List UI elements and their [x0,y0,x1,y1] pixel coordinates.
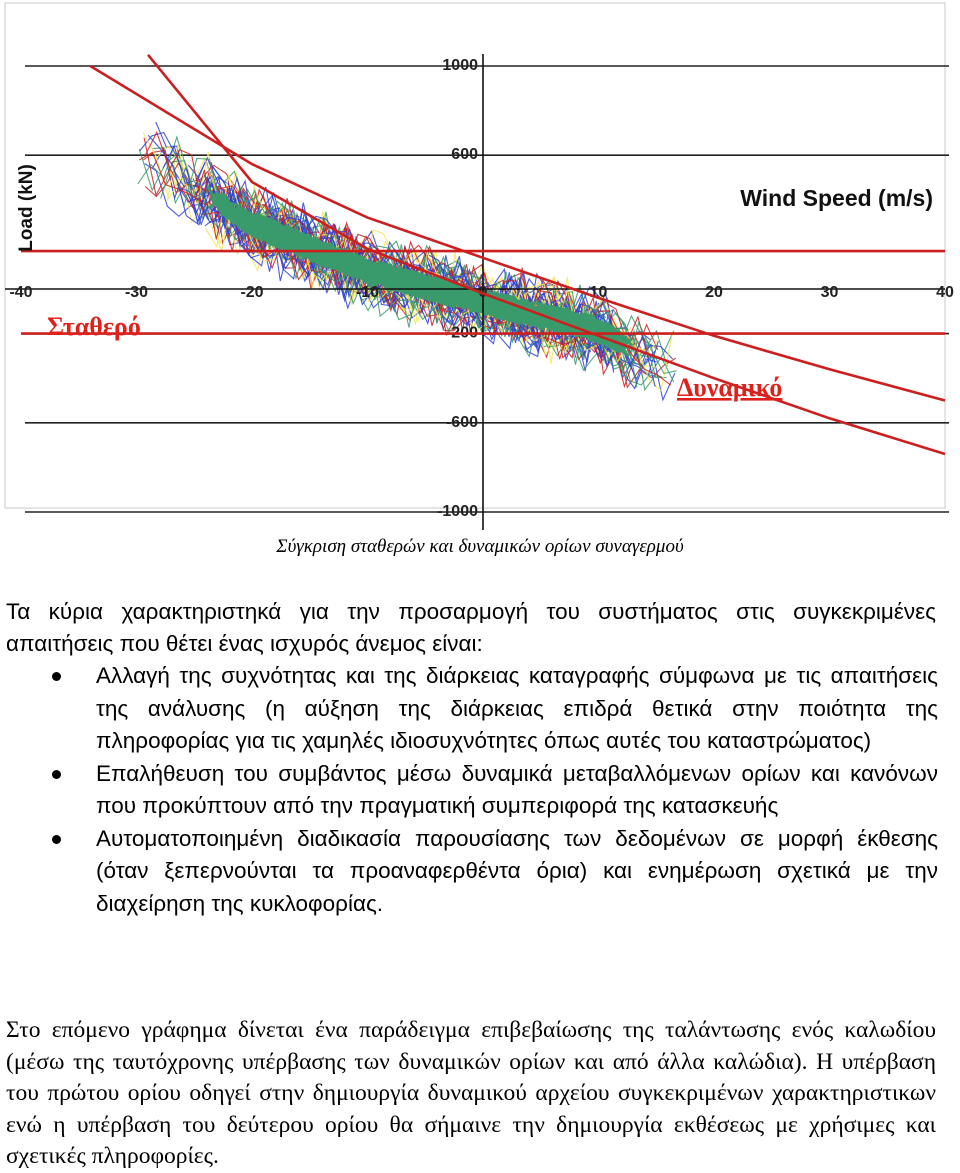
list-item-text: Επαλήθευση του συμβάντος μέσω δυναμικά μεταβαλλόμενων ορίων και κανόνων που προκύπτουν από την πραγματική συμπεριφορά της κατασκευής [96,760,938,818]
y-tick-label: 1000 [442,57,478,74]
bullet-icon [52,672,61,681]
list-item-text: Αυτοματοποιημένη διαδικασία παρουσίασης των δεδομένων σε μορφή έκθεσης (όταν ξεπερνούνται τα προαναφερθέντα όρια) και ενημέρωση σχετικά με την διαχείρηση της κυκλοφορίας. [96,825,938,916]
x-axis-label: Wind Speed (m/s) [740,185,933,211]
chart-canvas [5,3,954,520]
y-tick-label: 600 [451,146,478,164]
y-tick-label: -200 [445,324,478,342]
list-item [0,660,938,758]
x-tick-label: 0 [478,284,488,301]
load-wind-chart [5,3,954,520]
x-tick-label: 30 [820,284,839,301]
x-tick-label: 10 [589,284,608,301]
list-item-text: Αλλαγή της συχνότητας και της διάρκειας καταγραφής σύμφωνα με τις απαιτήσεις της ανάλυσης (η αύξηση της διάρκειας επιδρά θετικά στην ποιότητα της πληροφορίας για τις χαμηλές ιδιοσυχνότητες όπως αυτές του καταστρώματος) [96,663,938,753]
bullet-icon [52,770,61,779]
list-item [0,823,938,921]
x-tick-label: -40 [9,284,33,301]
closing-paragraph: Στο επόμενο γράφημα δίνεται ένα παράδειγμα επιβεβαίωσης της ταλάντωσης ενός καλωδίου (μέσω της ταυτόχρονης υπέρβασης των δυναμικών ορίων και από άλλα καλώδια). Η υπέρβαση του πρώτου ορίου οδηγεί στην δημιουργία δυναμικού αρχείου συγκεκριμένων χαρακτηριστικων ενώ η υπέρβαση του δεύτερου ορίου θα σήμαινε την δημιουργία εκθέσεως με χρήσιμες και σχετικές πληροφορίες. [6,1017,936,1169]
static-limit-label: Σταθερό [47,312,141,341]
y-tick-label: -600 [445,413,478,431]
x-tick-label: 40 [936,284,954,301]
bullet-list [0,660,938,920]
bullet-icon [52,835,61,844]
x-tick-label: -30 [124,284,149,301]
figure-caption: Σύγκριση σταθερών και δυναμικών ορίων συναγερμού [276,536,684,557]
y-axis-label: Load (kN) [16,164,37,252]
intro-paragraph: Τα κύρια χαρακτηριστηκά για την προσαρμογή του συστήματος στις συγκεκριμένες απαιτήσεις που θέτει ένας ισχυρός άνεμος είναι: [6,599,936,656]
list-item [0,758,938,823]
y-tick-label: -1000 [437,503,478,520]
x-tick-label: -20 [240,284,264,301]
x-tick-label: 20 [705,284,723,301]
x-tick-label: -10 [355,284,380,301]
dynamic-limit-label: Δυναμικό [677,373,783,402]
